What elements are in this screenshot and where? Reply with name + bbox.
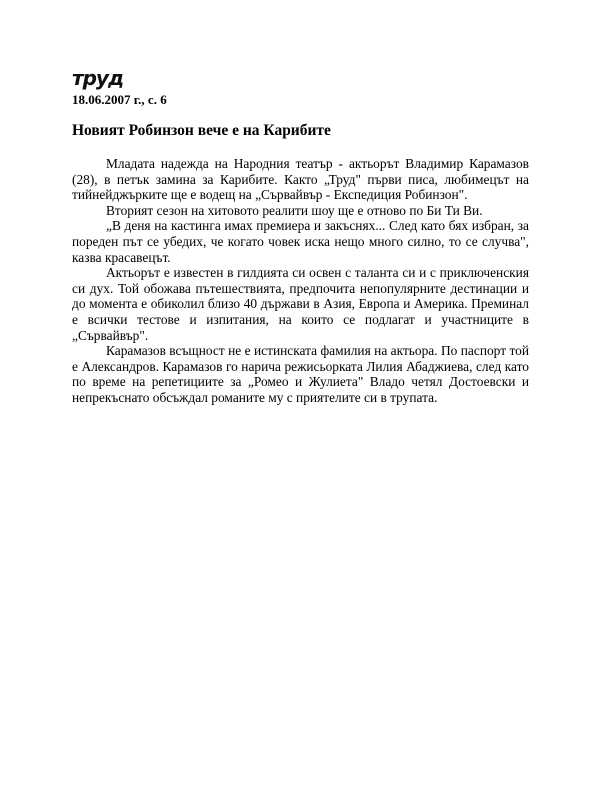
publication-dateline: 18.06.2007 г., с. 6: [72, 92, 167, 107]
svg-text:труд: труд: [72, 66, 124, 90]
trud-logo: [72, 66, 134, 92]
article-paragraph: „В деня на кастинга имах премиера и закъснях... След като бях избран, за пореден път се убедих, че когато човек иска нещо много силно, то се случва", казва красавецът.: [72, 218, 529, 265]
article-headline: Новият Робинзон вече е на Карибите: [72, 122, 331, 139]
article-paragraph: Вторият сезон на хитовото реалити шоу ще е отново по Би Ти Ви.: [106, 202, 483, 218]
article-paragraph: Актьорът е известен в гилдията си освен с таланта си и с приключенския си дух. Той обожава пътешествията, предпочита непопулярните дестинации и до момента е обиколил близо 40 държави в Азия, Европа и Америка. Преминал е всички тестове и изпитания, на които се подлагат и участниците в „Сървайвър".: [72, 265, 529, 343]
trud-logo-icon: [72, 66, 134, 92]
article-body: [72, 156, 529, 406]
article-paragraph: Младата надежда на Народния театър - актьорът Владимир Карамазов (28), в петък замина за Карибите. Както „Труд" първи писа, любимецът на тийнейджърките ще е водещ на „Сървайвър - Експедиция Робинзон".: [72, 156, 529, 203]
article-paragraph: Карамазов всъщност не е истинската фамилия на актьора. По паспорт той е Александров. Карамазов го нарича режисьорката Лилия Абаджиева, след като по време на репетициите за „Ромео и Жулиета" Владо четял Достоевски и непрекъснато обсъждал романите му с приятелите си в трупата.: [72, 343, 529, 405]
